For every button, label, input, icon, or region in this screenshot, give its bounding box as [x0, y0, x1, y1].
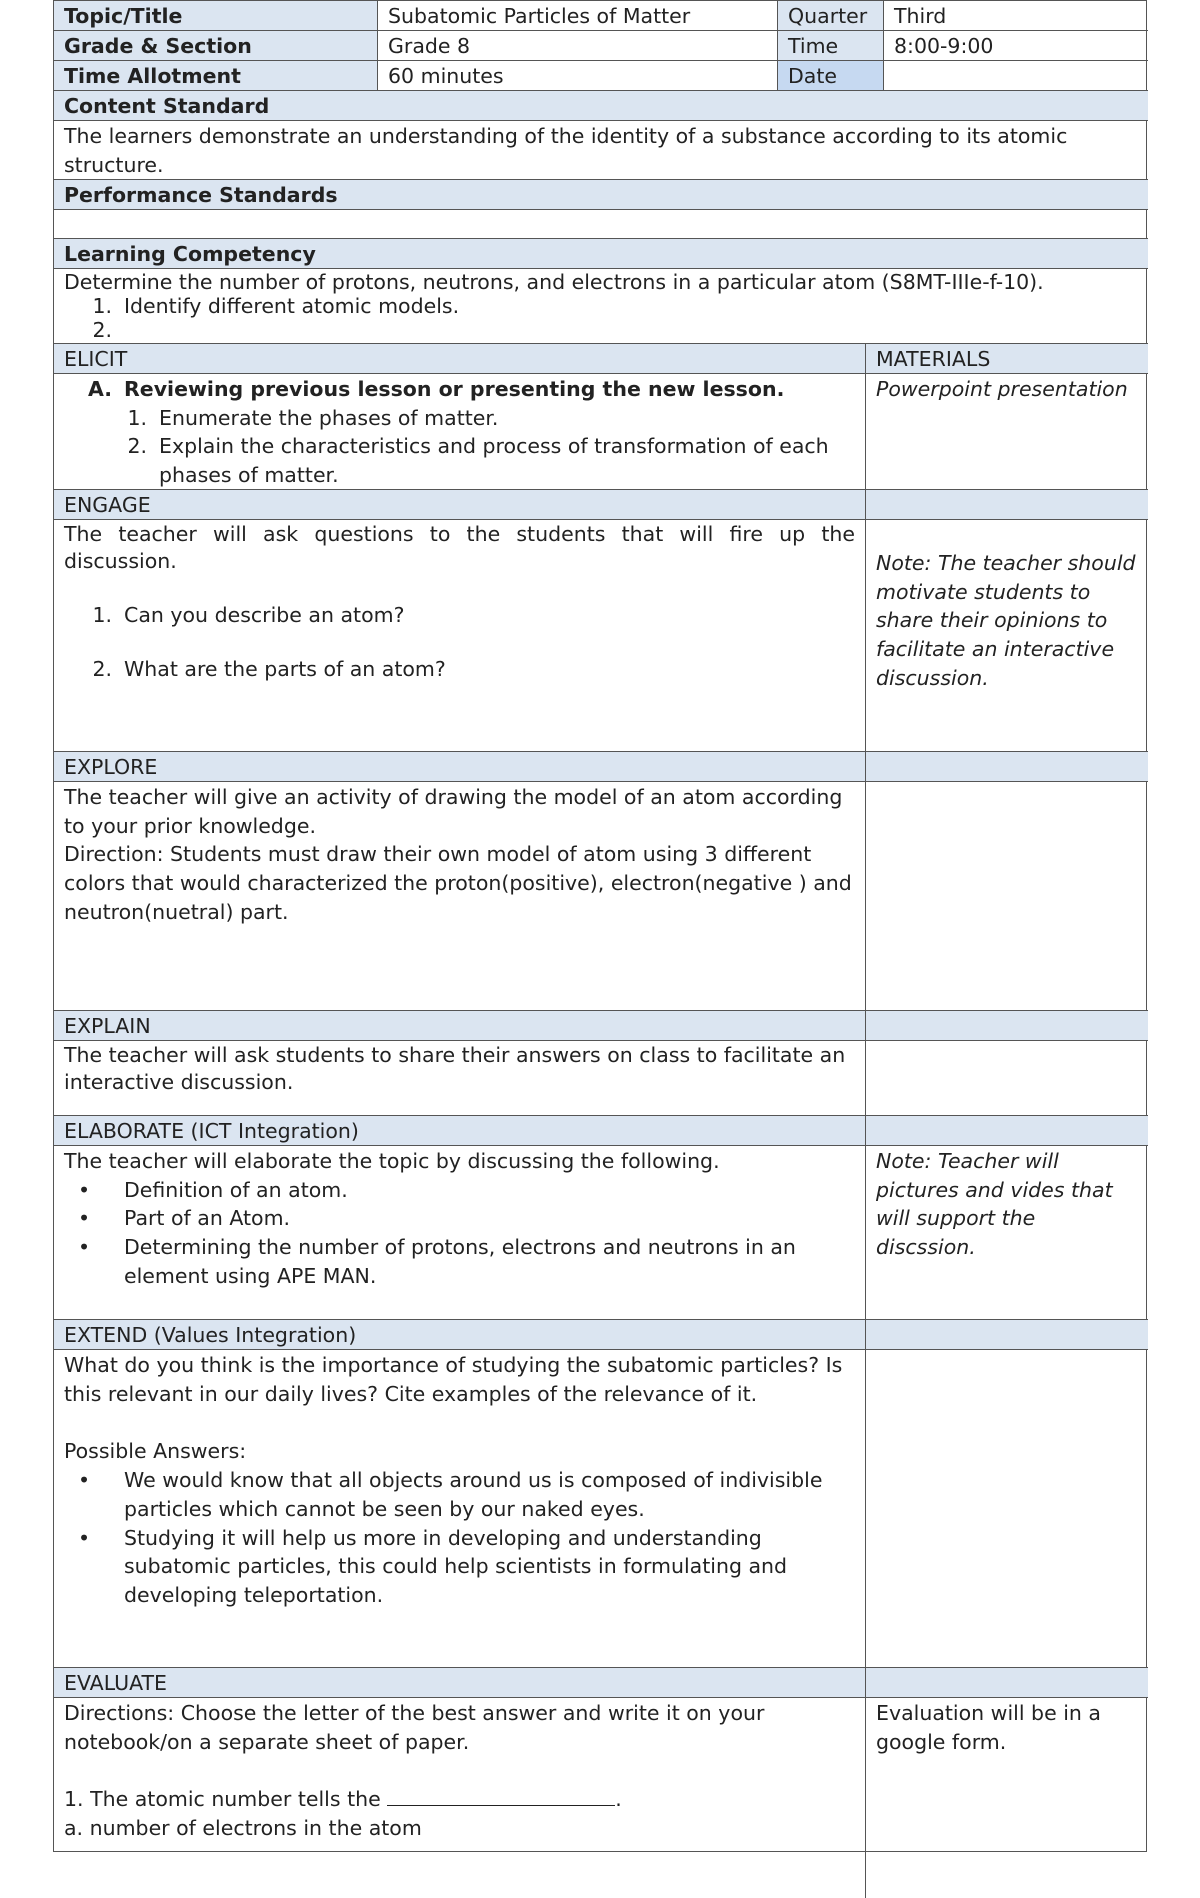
allotment-label: Time Allotment — [54, 61, 377, 90]
learning-competency-header — [54, 239, 1148, 269]
list-item — [54, 294, 1138, 318]
evaluate-materials-header — [865, 1668, 1148, 1697]
elaborate-text: The teacher will elaborate the topic by discussing the following. — [64, 1149, 720, 1173]
evaluate-directions: Directions: Choose the letter of the best answer and write it on your notebook/on a separate sheet of paper. — [64, 1701, 765, 1754]
bullet-marker: • — [77, 1525, 91, 1550]
learning-competency-content — [54, 269, 1148, 343]
elicit-header — [54, 344, 1148, 374]
performance-standards-text — [54, 210, 1148, 238]
extend-content — [54, 1350, 865, 1667]
list-marker: 1. — [127, 405, 147, 430]
grade-value: Grade 8 — [377, 31, 777, 60]
list-item — [54, 1176, 855, 1205]
engage-content — [54, 520, 865, 751]
header-row-topic — [54, 1, 1148, 31]
list-item — [54, 318, 1138, 342]
engage-body — [54, 520, 1148, 752]
date-label: Date — [777, 61, 883, 90]
engage-label: ENGAGE — [54, 490, 865, 519]
list-text: Identify different atomic models. — [124, 294, 460, 318]
elicit-heading — [54, 375, 855, 404]
explain-text: The teacher will ask students to share their answers on class to facilitate an interactive discussion. — [64, 1043, 846, 1094]
extend-answers-label: Possible Answers: — [64, 1439, 247, 1464]
engage-materials-header — [865, 490, 1148, 519]
elaborate-content — [54, 1146, 865, 1319]
list-marker: A. — [87, 377, 112, 401]
list-marker: 1. — [92, 603, 112, 627]
learning-competency-body — [54, 269, 1148, 344]
question-1-suffix: . — [615, 1787, 622, 1812]
header-row-allotment — [54, 61, 1148, 91]
content-standard-text: The learners demonstrate an understanding of the identity of a substance according to its atomic structure. — [64, 124, 1068, 177]
list-text: Studying it will help us more in developing and understanding subatomic particles, this could help scientists in formulating and developing teleportation. — [124, 1525, 788, 1607]
engage-note: Note: The teacher should motivate students to share their opinions to facilitate an interactive discussion. — [865, 520, 1148, 751]
elaborate-note: Note: Teacher will pictures and vides that will support the discssion. — [865, 1146, 1148, 1319]
performance-standards-header — [54, 180, 1148, 210]
engage-header — [54, 490, 1148, 520]
topic-value: Subatomic Particles of Matter — [377, 1, 777, 30]
elicit-materials: Powerpoint presentation — [865, 374, 1148, 489]
answer-blank — [387, 1787, 615, 1806]
elicit-label: ELICIT — [54, 344, 865, 373]
evaluate-content — [54, 1698, 865, 1898]
explain-materials — [865, 1041, 1148, 1115]
header-row-grade — [54, 31, 1148, 61]
content-standard-body — [54, 121, 1148, 180]
list-item — [54, 656, 855, 683]
bullet-marker: • — [77, 1235, 91, 1260]
lesson-plan-table — [53, 0, 1147, 1852]
elicit-content — [54, 374, 865, 489]
list-item — [54, 1204, 855, 1233]
quarter-label: Quarter — [777, 1, 883, 30]
lesson-plan-sheet — [53, 0, 1147, 1852]
explain-header — [54, 1011, 1148, 1041]
bullet-marker: • — [77, 1468, 91, 1493]
explore-text-1: The teacher will give an activity of drawing the model of an atom according to your prior knowledge. — [64, 785, 843, 838]
engage-text: The teacher will ask questions to the students that will fire up the discussion. — [64, 522, 855, 573]
explore-materials — [865, 782, 1148, 1010]
evaluate-body — [54, 1698, 1148, 1898]
time-value: 8:00-9:00 — [883, 31, 1148, 60]
list-text: What are the parts of an atom? — [124, 657, 446, 681]
list-text: Definition of an atom. — [124, 1177, 348, 1202]
materials-label: MATERIALS — [865, 344, 1148, 373]
date-value — [883, 61, 1148, 90]
explore-content — [54, 782, 865, 1010]
allotment-value: 60 minutes — [377, 61, 777, 90]
learning-competency-text: Determine the number of protons, neutrons, and electrons in a particular atom (S8MT-IIIe-f-10). — [64, 270, 1044, 294]
performance-standards-label: Performance Standards — [54, 180, 1148, 209]
extend-materials-header — [865, 1320, 1148, 1349]
list-text: We would know that all objects around us is composed of indivisible particles which cannot be seen by our naked eyes. — [124, 1468, 823, 1521]
list-text: Can you describe an atom? — [124, 603, 405, 627]
question-1-option-a: a. number of electrons in the atom — [64, 1816, 422, 1841]
list-marker: 1. — [92, 294, 112, 318]
evaluate-header — [54, 1668, 1148, 1698]
elicit-body — [54, 374, 1148, 490]
explain-body — [54, 1041, 1148, 1116]
elaborate-body — [54, 1146, 1148, 1320]
list-item — [54, 1466, 855, 1523]
extend-body — [54, 1350, 1148, 1668]
list-item — [54, 1524, 855, 1610]
content-standard-label: Content Standard — [54, 91, 1148, 120]
content-standard-header — [54, 91, 1148, 121]
elaborate-materials-header — [865, 1116, 1148, 1145]
list-text: Enumerate the phases of matter. — [159, 405, 499, 430]
extend-text: What do you think is the importance of studying the subatomic particles? Is this relevant in our daily lives? Cite examples of the relevance of it. — [64, 1353, 843, 1406]
list-text: Part of an Atom. — [124, 1206, 291, 1231]
explore-header — [54, 752, 1148, 782]
explore-body — [54, 782, 1148, 1011]
evaluate-note: Evaluation will be in a google form. — [865, 1698, 1148, 1898]
evaluate-label: EVALUATE — [54, 1668, 865, 1697]
time-label: Time — [777, 31, 883, 60]
quarter-value: Third — [883, 1, 1148, 30]
explain-label: EXPLAIN — [54, 1011, 865, 1040]
list-item — [89, 404, 855, 433]
extend-header — [54, 1320, 1148, 1350]
elicit-heading-text: Reviewing previous lesson or presenting the new lesson. — [124, 377, 785, 401]
grade-label: Grade & Section — [54, 31, 377, 60]
explain-materials-header — [865, 1011, 1148, 1040]
list-item — [54, 1233, 855, 1290]
extend-label: EXTEND (Values Integration) — [54, 1320, 865, 1349]
list-marker: 2. — [127, 434, 147, 459]
explore-text-2: Direction: Students must draw their own model of atom using 3 different colors that would characterized the proton(positive), electron(negative ) and neutron(nuetral) part. — [64, 842, 852, 924]
explore-materials-header — [865, 752, 1148, 781]
bullet-marker: • — [77, 1206, 91, 1231]
bullet-marker: • — [77, 1177, 91, 1202]
list-marker: 2. — [92, 657, 112, 681]
list-item — [89, 432, 855, 489]
elaborate-header — [54, 1116, 1148, 1146]
performance-standards-body — [54, 210, 1148, 239]
extend-materials — [865, 1350, 1148, 1667]
topic-label: Topic/Title — [54, 1, 377, 30]
question-1-prefix: 1. The atomic number tells the — [64, 1787, 381, 1812]
list-text: Explain the characteristics and process of transformation of each phases of matter. — [159, 434, 829, 488]
list-text — [124, 318, 1138, 342]
learning-competency-label: Learning Competency — [54, 239, 1148, 268]
list-text: Determining the number of protons, electrons and neutrons in an element using APE MAN. — [124, 1235, 796, 1288]
elaborate-label: ELABORATE (ICT Integration) — [54, 1116, 865, 1145]
list-marker: 2. — [92, 318, 112, 342]
explore-label: EXPLORE — [54, 752, 865, 781]
list-item — [54, 602, 855, 629]
evaluate-question-1 — [64, 1785, 855, 1814]
